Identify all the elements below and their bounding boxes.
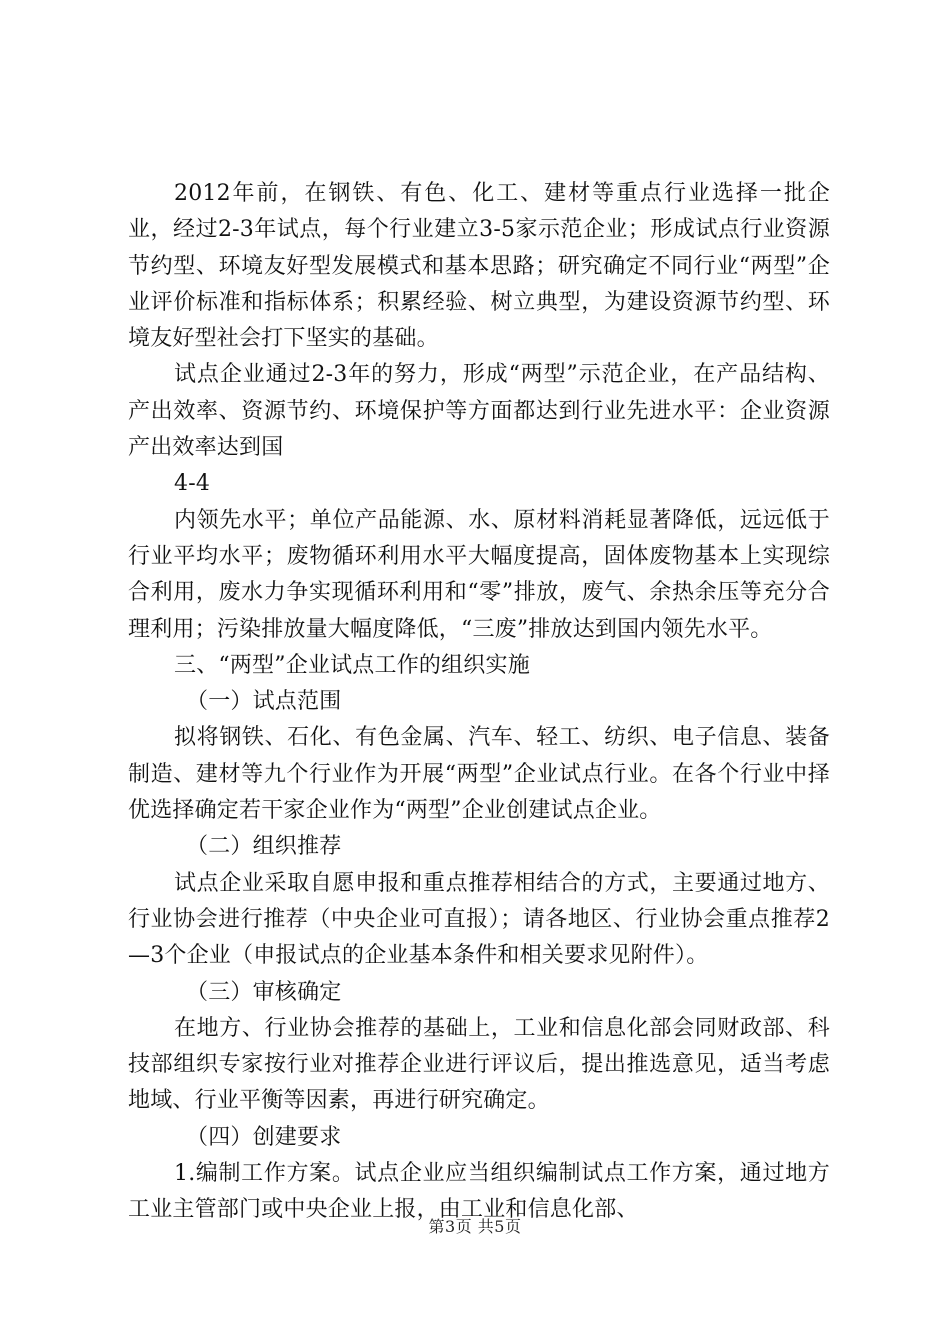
paragraph-work-plan: 1.编制工作方案。试点企业应当组织编制试点工作方案，通过地方工业主管部门或中央企业上报，由工业和信息化部、: [128, 1161, 830, 1223]
section-heading-organization: 三、“两型”企业试点工作的组织实施: [174, 652, 530, 678]
subheading-recommendation: （二）组织推荐: [186, 834, 342, 860]
stray-page-fragment: 4-4: [174, 471, 211, 497]
subheading-review: （三）审核确定: [186, 979, 342, 1005]
document-body: [128, 176, 830, 1229]
paragraph-leading-level: 内领先水平；单位产品能源、水、原材料消耗显著降低，远远低于行业平均水平；废物循环利用水平大幅度提高，固体废物基本上实现综合利用，废水力争实现循环利用和“零”排放，废气、余热余压等充分合理利用；污染排放量大幅度降低，“三废”排放达到国内领先水平。: [128, 507, 830, 642]
paragraph-recommendation: 试点企业采取自愿申报和重点推荐相结合的方式，主要通过地方、行业协会进行推荐（中央企业可直报）；请各地区、行业协会重点推荐2—3个企业（申报试点的企业基本条件和相关要求见附件）。: [128, 870, 830, 969]
paragraph-scope: 拟将钢铁、石化、有色金属、汽车、轻工、纺织、电子信息、装备制造、建材等九个行业作为开展“两型”企业试点行业。在各个行业中择优选择确定若干家企业作为“两型”企业创建试点企业。: [128, 725, 830, 824]
paragraph-review: 在地方、行业协会推荐的基础上，工业和信息化部会同财政部、科技部组织专家按行业对推荐企业进行评议后，提出推选意见，适当考虑地域、行业平衡等因素，再进行研究确定。: [128, 1015, 830, 1114]
page-number-footer: 第3页 共5页: [428, 1217, 522, 1236]
subheading-scope: （一）试点范围: [186, 689, 342, 715]
paragraph-pilot-effort: 试点企业通过2-3年的努力，形成“两型”示范企业，在产品结构、产出效率、资源节约、环境保护等方面都达到行业先进水平：企业资源产出效率达到国: [128, 362, 830, 461]
paragraph-goals: 2012年前，在钢铁、有色、化工、建材等重点行业选择一批企业，经过2-3年试点，每个行业建立3-5家示范企业；形成试点行业资源节约型、环境友好型发展模式和基本思路；研究确定不同行业“两型”企业评价标准和指标体系；积累经验、树立典型，为建设资源节约型、环境友好型社会打下坚实的基础。: [128, 181, 830, 352]
subheading-requirements: （四）创建要求: [186, 1124, 342, 1150]
